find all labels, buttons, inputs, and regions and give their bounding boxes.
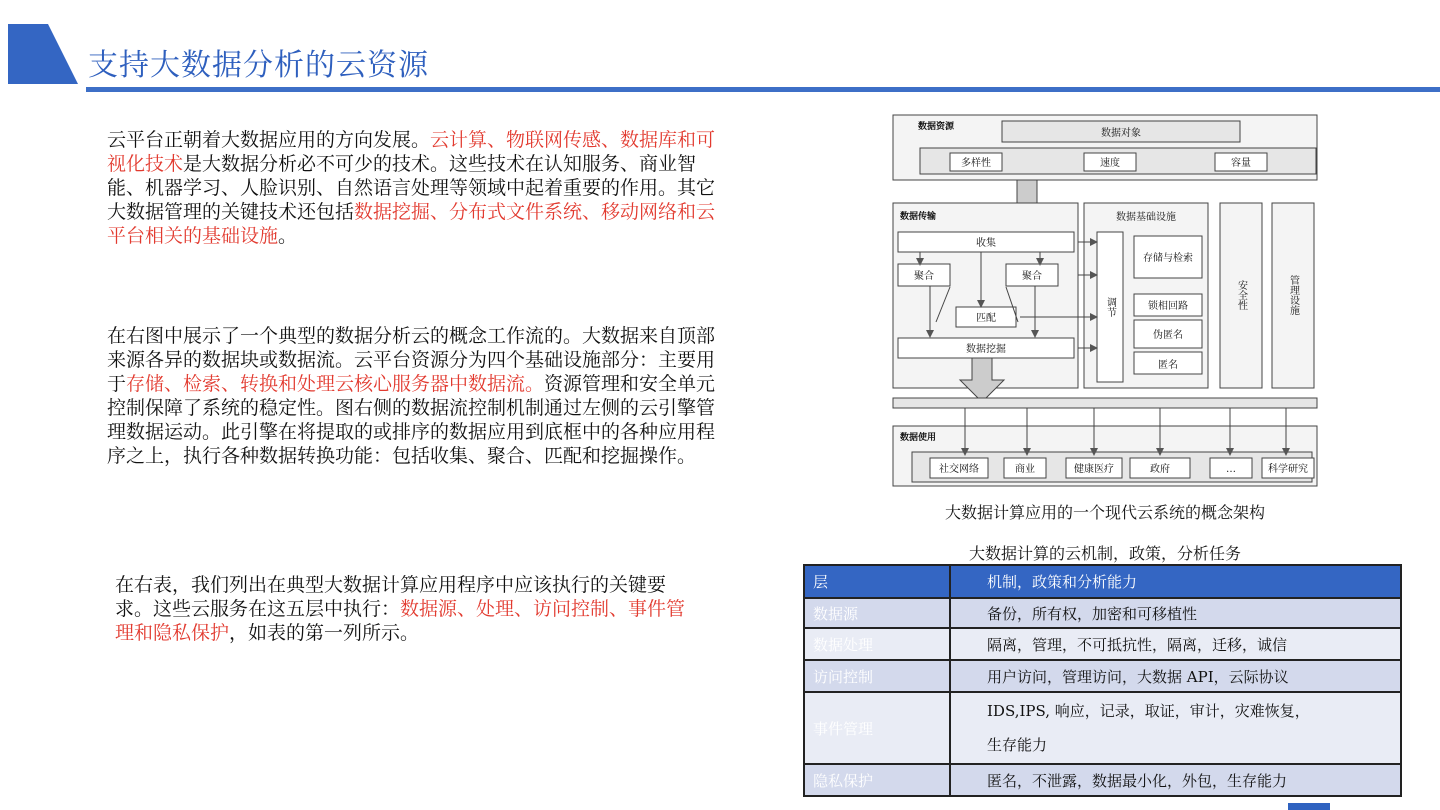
table-header-row: [804, 565, 1401, 598]
label-volume: 容量: [1231, 158, 1251, 169]
highlight-text: 数据源、处理、访问控制、事件管理和隐私保护: [115, 598, 686, 644]
label-collect: 收集: [976, 238, 996, 249]
app-science: 科学研究: [1268, 464, 1308, 475]
content-cell: [950, 764, 1401, 796]
figure-caption: 大数据计算应用的一个现代云系统的概念架构: [944, 503, 1265, 522]
layer-cell: 访问控制: [804, 660, 950, 692]
label-aggregate-right: 聚合: [1022, 271, 1042, 282]
corner-triangle-decoration: [8, 24, 78, 84]
label-management: 管理设施: [1287, 275, 1299, 315]
page-number-marker: [1288, 803, 1330, 810]
paragraph-requirements: [115, 573, 695, 645]
table-row: [804, 628, 1401, 660]
highlight-text: 数据挖掘、分布式文件系统、移动网络和云平台相关的基础设施: [107, 201, 716, 247]
app-social: 社交网络: [939, 464, 979, 475]
label-velocity: 速度: [1100, 158, 1120, 169]
content-line: 匿名，不泄露，数据最小化，外包，生存能力: [987, 771, 1288, 790]
content-line: 用户访问，管理访问，大数据 API，云际协议: [987, 667, 1289, 686]
table-row: [804, 660, 1401, 692]
paragraph-workflow: [107, 324, 717, 468]
content-cell: [950, 660, 1401, 692]
body-text: 是大数据分析必不可少的技术。这些技术在认知服务、商业智能、机器学习、人脸识别、自然语言处理等领域中起着重要的作用。其它大数据管理的关键技术还包括: [107, 153, 716, 223]
highlight-text: 云计算、物联网传感、数据库和可视化技术: [107, 129, 716, 175]
table-row: [804, 598, 1401, 628]
app-health: 健康医疗: [1074, 464, 1114, 475]
header-layer: 层: [804, 565, 950, 598]
page-title: 支持大数据分析的云资源: [88, 48, 429, 83]
label-data-resources: 数据资源: [918, 122, 955, 132]
cloud-architecture-diagram: [890, 112, 1320, 492]
app-business: 商业: [1015, 464, 1035, 475]
content-line: 隔离，管理，不可抵抗性，隔离，迁移，诚信: [987, 635, 1288, 654]
label-infrastructure: 数据基础设施: [1116, 212, 1176, 223]
table-row: [804, 692, 1401, 764]
table-caption: 大数据计算的云机制，政策，分析任务: [968, 544, 1241, 563]
body-text: 。: [278, 225, 298, 247]
content-line: IDS,IPS, 响应，记录，取证，审计，灾难恢复，: [987, 702, 1310, 720]
layer-cell: 数据处理: [804, 628, 950, 660]
table-row: [804, 764, 1401, 796]
label-data-transfer: 数据传输: [900, 212, 937, 222]
label-security: 安全性: [1235, 280, 1247, 310]
paragraph-intro: [107, 128, 732, 248]
label-anonymous: 匿名: [1158, 360, 1178, 371]
body-text: 资源管理和安全单元控制保障了系统的稳定性。图右侧的数据流控制机制通过左侧的云引擎管理数据运动。此引擎在将提取的或排序的数据应用到底框中的各种应用程序之上，执行各种数据转换功能：包括收集、聚合、匹配和挖掘操作。: [107, 373, 716, 467]
requirements-table: [803, 564, 1402, 797]
label-pseudonym: 伪匿名: [1153, 330, 1183, 341]
layer-cell: 数据源: [804, 598, 950, 628]
body-text: 在右表，我们列出在典型大数据计算应用程序中应该执行的关键要求。这些云服务在这五层中执行：: [115, 574, 667, 620]
content-line: 备份，所有权，加密和可移植性: [987, 604, 1198, 623]
label-aggregate-left: 聚合: [914, 271, 934, 282]
body-text: ，如表的第一列所示。: [229, 622, 420, 644]
label-lock: 锁相回路: [1148, 301, 1188, 312]
content-line: 生存能力: [987, 736, 1048, 754]
label-data-usage: 数据使用: [900, 433, 937, 443]
content-cell: [950, 692, 1401, 764]
highlight-text: 存储、检索、转换和处理云核心服务器中数据流。: [126, 373, 545, 395]
app-ellipsis: …: [1226, 464, 1236, 475]
body-text: 在右图中展示了一个典型的数据分析云的概念工作流的。大数据来自顶部来源各异的数据块或数据流。云平台资源分为四个基础设施部分：主要用于: [107, 325, 716, 395]
label-mining: 数据挖掘: [966, 344, 1006, 355]
app-government: 政府: [1150, 464, 1170, 475]
content-cell: [950, 628, 1401, 660]
label-adjust: 调节: [1104, 297, 1116, 317]
label-data-object: 数据对象: [1101, 128, 1141, 139]
title-underline: [86, 87, 1440, 92]
label-variety: 多样性: [961, 158, 991, 169]
label-storage: 存储与检索: [1143, 253, 1193, 264]
layer-cell: 隐私保护: [804, 764, 950, 796]
content-cell: [950, 598, 1401, 628]
header-content: 机制，政策和分析能力: [950, 565, 1401, 598]
layer-cell: 事件管理: [804, 692, 950, 764]
label-match: 匹配: [976, 313, 996, 324]
body-text: 云平台正朝着大数据应用的方向发展。: [107, 129, 431, 151]
